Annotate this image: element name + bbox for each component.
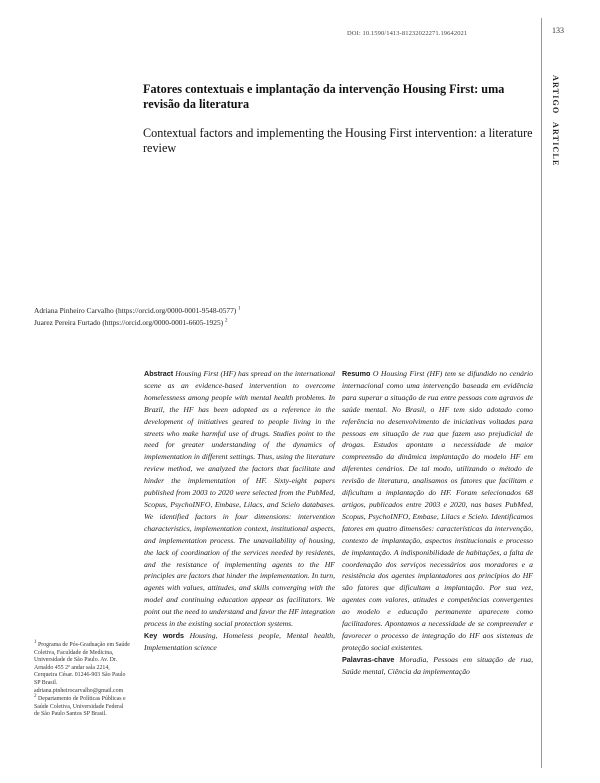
keywords-pt-text: Moradia, Pessoas em situação de rua, Saúde mental, Ciência da implementação [342,654,533,676]
abstract-en-label: Abstract [144,369,174,378]
abstract-pt-keywords [342,654,533,678]
keywords-en-text: Housing, Homeless people, Mental health, Implementation science [144,630,335,652]
abstract-en-text: Housing First (HF) has spread on the international scene as an evidence-based intervention to overcome homelessness among people with mental health problems. In Brazil, the HF has been adopted as a reference in the development of initiatives geared to people living in the streets who make harmful use of drugs. Studies point to the need for greater understanding of the dynamics of implementation in different settings. Thus, using the literature review method, we analyzed the factors that facilitate and hinder the implementation of HF. Sixty-eight papers published from 2003 to 2020 were selected from the PubMed, Scopus, PsychoINFO, Embase, Lilacs, and Scielo databases. We identified factors in four dimensions: intervention characteristics, implementation context, institutional aspects, and implementation process. The unavailability of housing, the lack of coordination of the services needed by residents, and the resistance of implementing agents to the HF principles are factors that hinder the implementation. In turn, agents with values, attitudes, and skills converging with the model and continuing education appear as facilitators. We point out the need to understand and favor the HF integration process in the existing social protection systems. [144,369,336,629]
keywords-pt-label: Palavras-chave [342,654,395,664]
abstract-en-body [144,368,335,630]
author-1 [34,305,494,317]
title-english: Contextual factors and implementing the Housing First intervention: a literature review [143,126,533,155]
abstract-pt-label: Resumo [342,369,371,378]
affiliation-2 [34,696,130,719]
author-1-name: Adriana Pinheiro Carvalho (https://orcid.org/0000-0001-9548-0577) [34,306,237,315]
title-portuguese: Fatores contextuais e implantação da intervenção Housing First: uma revisão da literatura [143,82,505,111]
abstract-english [144,368,335,654]
affiliation-2-text: Departamento de Políticas Públicas e Saúde Coletiva, Universidade Federal de São Paulo Santos SP Brasil. [34,696,126,718]
article-label-en: ARTICLE [551,122,560,167]
article-type-label [548,75,560,205]
keywords-en-label: Key words [144,630,184,640]
affiliation-1-text: Programa de Pós-Graduação em Saúde Coletiva, Faculdade de Medicina, Universidade de São Paulo. Av. Dr. Arnaldo 455 2º andar sala 2214, Cerqueira César. 01246-903 São Paulo SP Brasil. adriana.pinheirocarvalho@gmail.com [34,642,130,694]
author-2-affil-mark: 2 [224,318,228,324]
author-2-name: Juarez Pereira Furtado (https://orcid.org/0000-0001-6605-1925) [34,318,224,327]
author-list [34,305,494,329]
abstract-portuguese [342,368,533,678]
affiliations [34,642,130,719]
author-2 [34,317,494,329]
affiliation-1-mark: 1 [34,640,37,646]
sidebar-divider [541,18,542,768]
affiliation-1 [34,642,130,695]
abstract-en-keywords [144,630,335,654]
author-1-affil-mark: 1 [238,306,241,312]
abstract-pt-body [342,368,533,654]
article-label-pt: ARTIGO [551,75,560,115]
page-number: 133 [552,26,564,35]
abstract-pt-text: O Housing First (HF) tem se difundido no cenário internacional como uma intervenção baseada em evidência para superar a situação de rua entre pessoas com agravos de saúde mental. No Brasil, o HF tem sido adotado como referência no desenvolvimento de iniciativas voltadas para pessoas em situação de rua que fazem uso prejudicial de drogas. Estudos apontam a necessidade de maior compreensão da dinâmica implantação do modelo HF em diferentes cenários. De tal modo, utilizando o método de revisão de literatura, analisamos os fatores que facilitam e dificultam a implantação do HF. Foram selecionados 68 artigos, publicados entre 2003 e 2020, nas bases PubMed, Scopus, PsychoINFO, Embase, Lilacs e Scielo. Identificamos fatores em quatro dimensões: características da intervenção, contexto de implantação, aspectos institucionais e processo de implantação. A indisponibilidade de habitações, a falta de coordenação dos serviços necessários aos moradores e a resistência dos agentes implantadores aos princípios do HF são fatores que dificultam a implantação. Por sua vez, agentes com valores, atitudes e competências convergentes ao modelo e educação permanente aparecem como facilitadores. Apontamos a necessidade de se compreender e favorecer o processo de integração do HF aos sistemas de proteção social existentes. [342,369,533,652]
doi-line: DOI: 10.1590/1413-81232022271.19642021 [347,30,468,37]
affiliation-2-mark: 2 [34,694,37,700]
